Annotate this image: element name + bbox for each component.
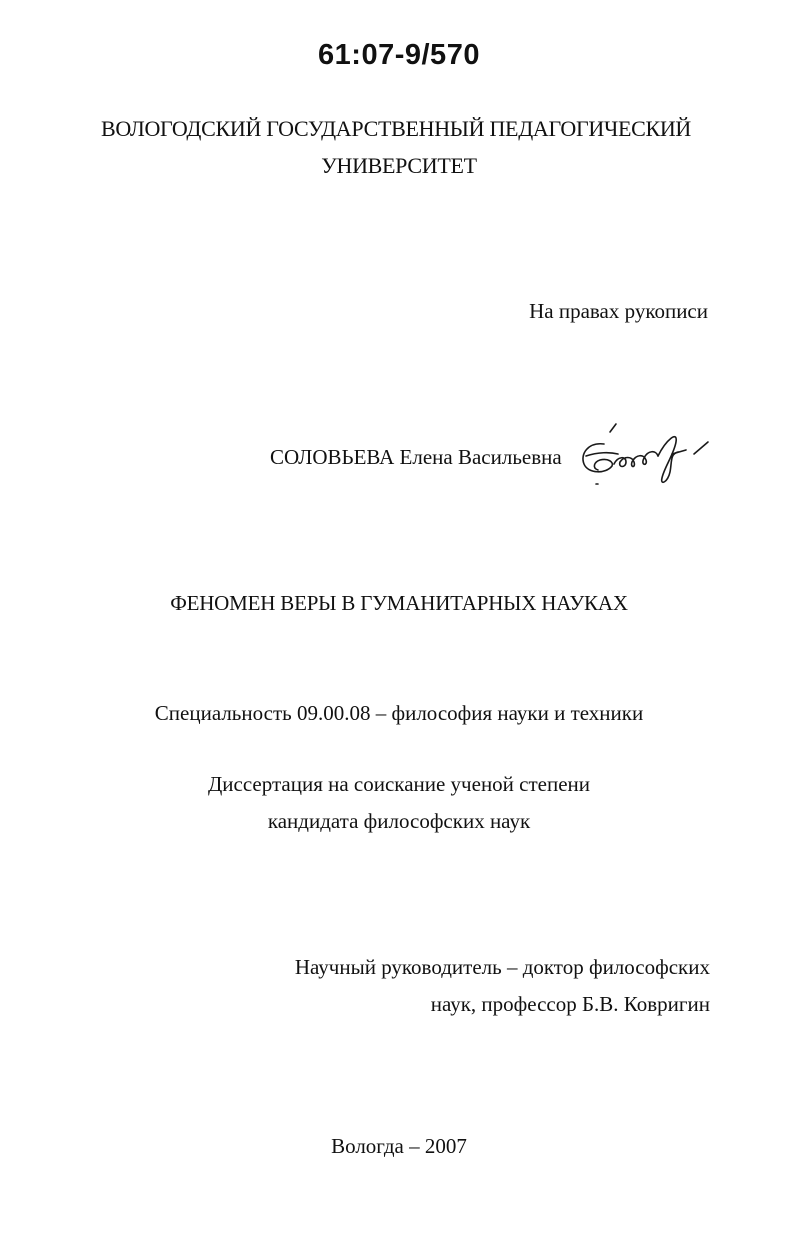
degree-line2: кандидата философских наук [267,809,531,833]
dissertation-title: ФЕНОМЕН ВЕРЫ В ГУМАНИТАРНЫХ НАУКАХ [170,591,628,615]
degree-line1: Диссертация на соискание ученой степени [207,772,591,796]
handwritten-signature [574,420,724,500]
city-year: Вологда – 2007 [331,1134,467,1158]
rights-note: На правах рукописи [529,299,708,323]
catalog-code: 61:07-9/570 [318,39,480,71]
university-name-line1: ВОЛОГОДСКИЙ ГОСУДАРСТВЕННЫЙ ПЕДАГОГИЧЕСКИЙ [100,116,692,141]
supervisor-line1: Научный руководитель – доктор философских [294,955,710,979]
author-name: СОЛОВЬЕВА Елена Васильевна [270,445,562,469]
specialty-line: Специальность 09.00.08 – философия науки и техники [154,701,644,725]
supervisor-line2: наук, профессор Б.В. Ковригин [430,992,710,1016]
university-name-line2: УНИВЕРСИТЕТ [321,153,477,178]
